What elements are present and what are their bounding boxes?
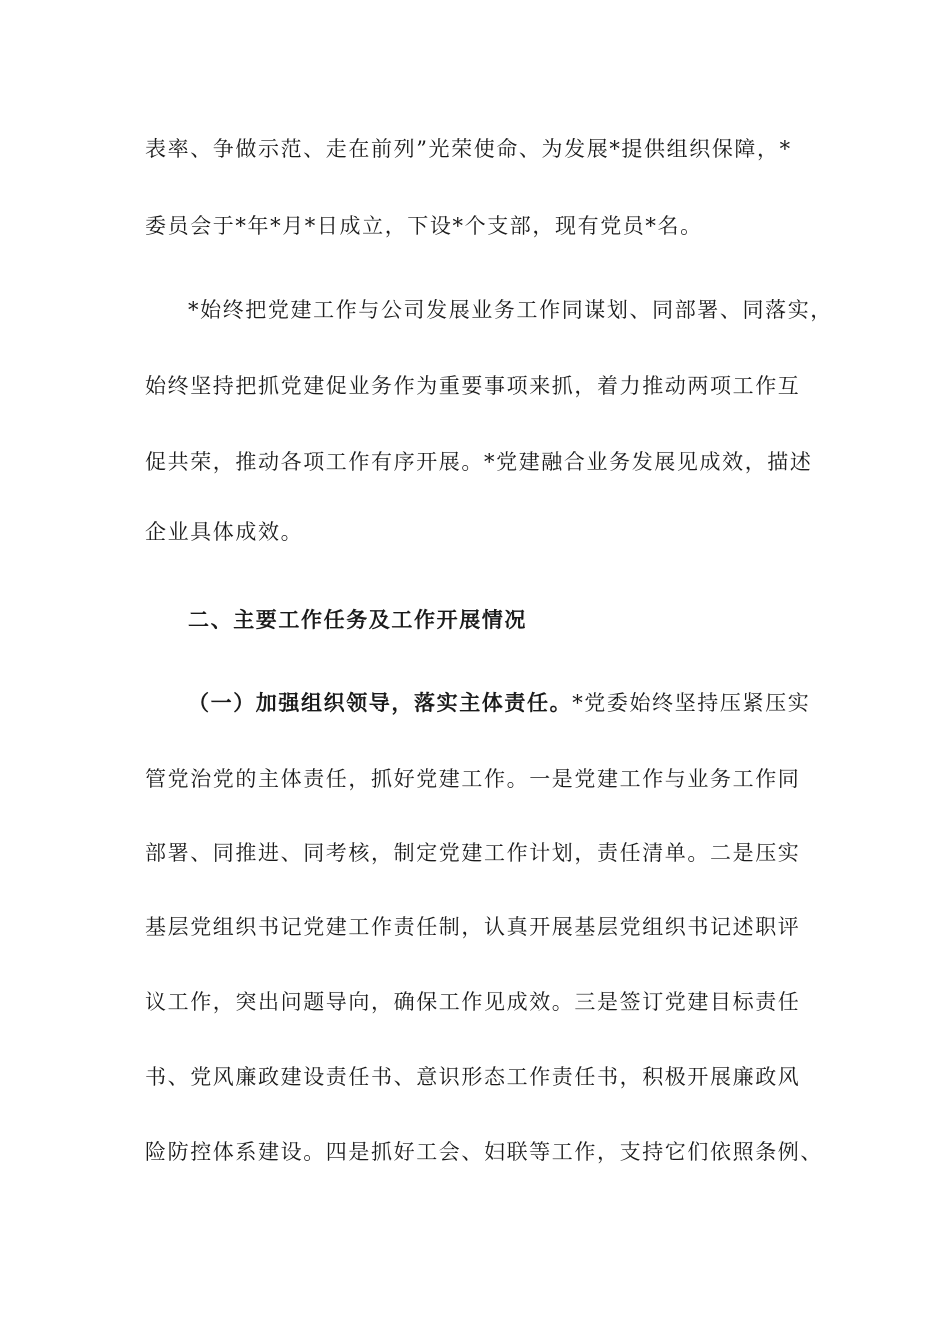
paragraph-3-line-7: 险防控体系建设。四是抓好工会、妇联等工作，支持它们依照条例、 <box>145 1140 823 1164</box>
paragraph-3-bold-lead: （一）加强组织领导，落实主体责任。 <box>188 690 573 715</box>
paragraph-3-line-6: 书、党风廉政建设责任书、意识形态工作责任书，积极开展廉政风 <box>145 1065 801 1089</box>
paragraph-3-line-2: 管党治党的主体责任，抓好党建工作。一是党建工作与业务工作同 <box>145 767 801 791</box>
paragraph-2-line-1: *始终把党建工作与公司发展业务工作同谋划、同部署、同落实， <box>188 298 833 322</box>
paragraph-3-line-1-rest: *党委始终坚持压紧压实 <box>572 691 811 715</box>
paragraph-3-line-3: 部署、同推进、同考核，制定党建工作计划，责任清单。二是压实 <box>145 841 801 865</box>
paragraph-3-line-5: 议工作，突出问题导向，确保工作见成效。三是签订党建目标责任 <box>145 990 801 1014</box>
paragraph-3-line-4: 基层党组织书记党建工作责任制，认真开展基层党组织书记述职评 <box>145 915 801 939</box>
paragraph-2-line-4: 企业具体成效。 <box>145 520 304 544</box>
paragraph-1-line-1: 表率、争做示范、走在前列”光荣使命、为发展*提供组织保障，* <box>145 137 792 161</box>
paragraph-1-line-2: 委员会于*年*月*日成立，下设*个支部，现有党员*名。 <box>145 214 703 238</box>
paragraph-2-line-3: 促共荣，推动各项工作有序开展。*党建融合业务发展见成效，描述 <box>145 450 813 474</box>
paragraph-2-line-2: 始终坚持把抓党建促业务作为重要事项来抓，着力推动两项工作互 <box>145 374 801 398</box>
paragraph-3-line-1 <box>188 688 810 718</box>
section-heading: 二、主要工作任务及工作开展情况 <box>188 607 527 632</box>
